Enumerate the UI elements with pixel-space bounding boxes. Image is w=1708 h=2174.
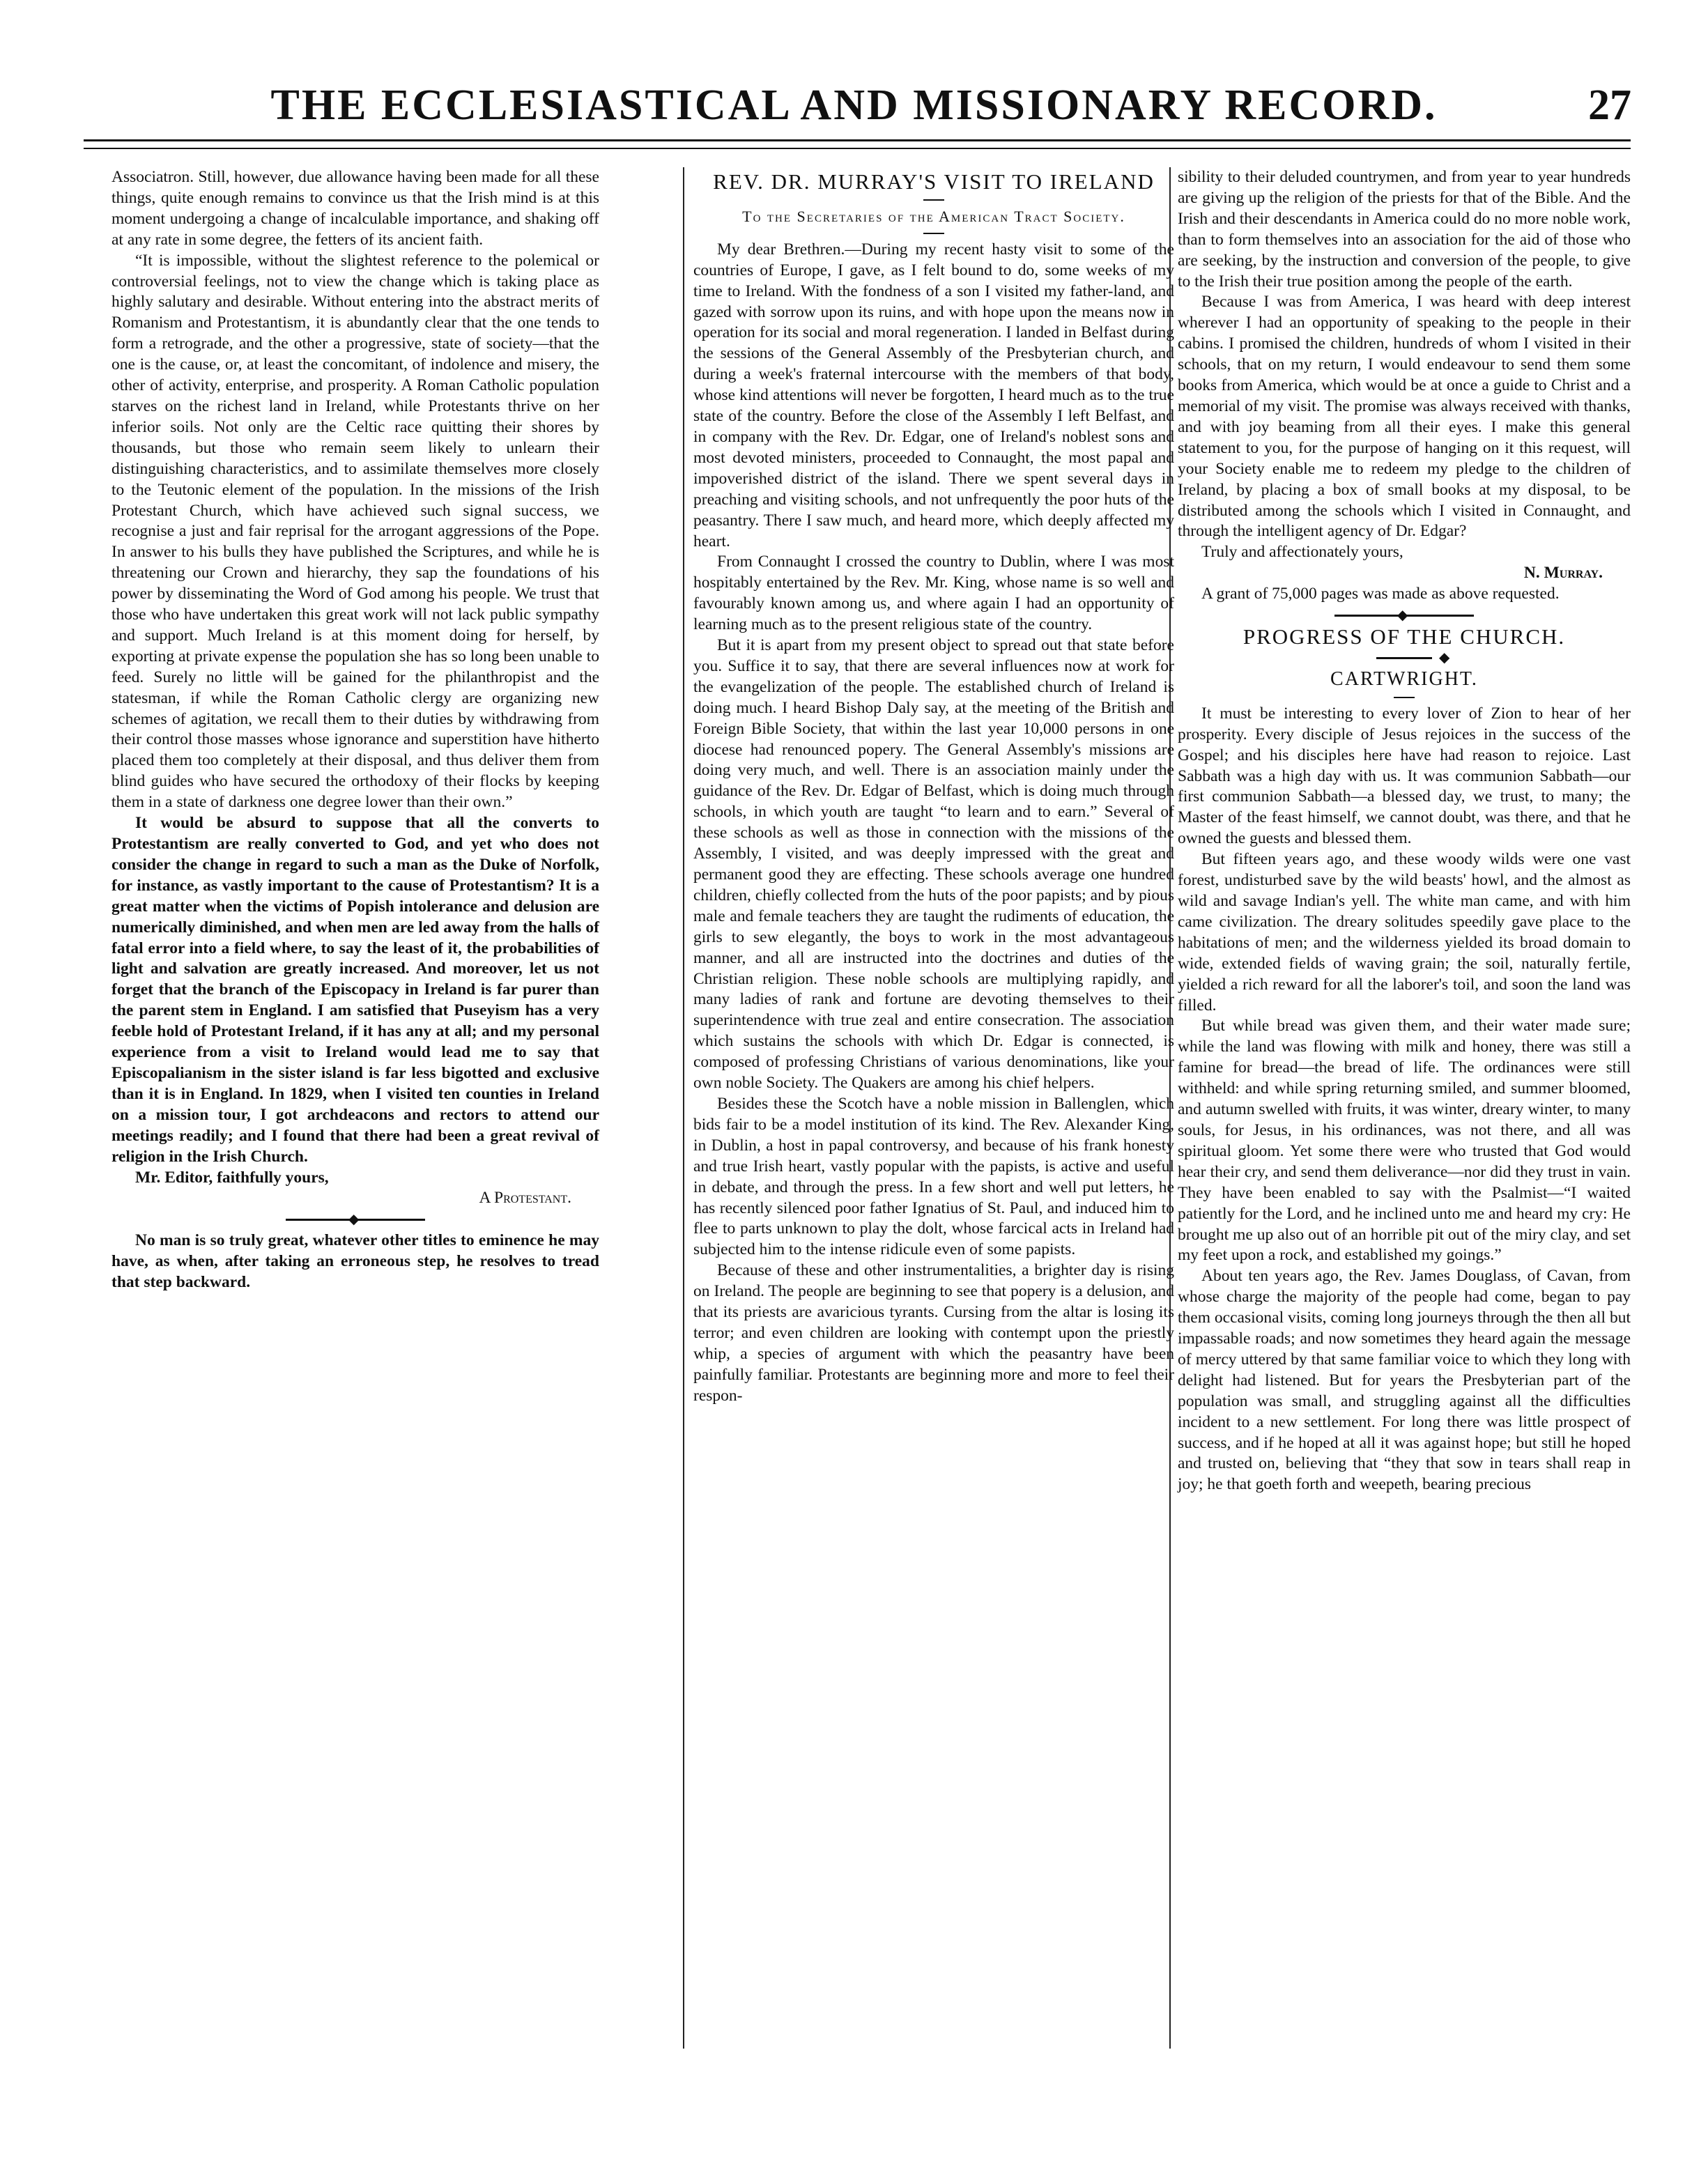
- ornament-divider: [286, 1219, 425, 1221]
- article-heading: REV. DR. MURRAY'S VISIT TO IRELAND: [713, 169, 1155, 194]
- column-divider: [683, 167, 684, 2049]
- grant-note: A grant of 75,000 pages was made as above requested.: [1201, 585, 1560, 603]
- letter-signature: N. Murray.: [1523, 564, 1603, 583]
- header-rule: [84, 139, 1631, 141]
- short-rule: [1394, 697, 1415, 698]
- paragraph: Because I was from America, I was heard with deep interest wherever I had an opportunity of speaking to the people in their cabins. I promised the children, hundreds of whom I visited in their schools, that on my return, I would endeavour to send them some books from America, which would be at once a guide to Christ and a memorial of my visit. The promise was always received with thanks, and with joy beaming from all their eyes. I make this general statement to you, for the purpose of hanging on it this request, will your Society enable me to redeem my pledge to the children of Ireland, by placing a box of small books at my disposal, to be distributed among the schools which I visited in Connaught, and through the intelligent agency of Dr. Edgar?: [1178, 293, 1631, 541]
- paragraph: Associatron. Still, however, due allowance having been made for all these things, quite enough remains to convince us that the Irish mind is at this moment undergoing a change of incalculable importance, and shaking off at any rate in some degree, the fetters of its ancient faith.: [111, 168, 599, 249]
- paragraph: My dear Brethren.—During my recent hasty visit to some of the countries of Europe, I gave, as I felt bound to do, some weeks of my time to Ireland. With the fondness of a son I visited my father-land, and gazed with sorrow upon its ruins, and with hope upon the means now in operation for its social and moral regeneration. I landed in Belfast during the sessions of the General Assembly of the Presbyterian church, and during a week's fraternal intercourse with the members of that body, whose kind attentions will never be forgotten, I heard much as to the true state of the country. Before the close of the Assembly I left Belfast, and in company with the Rev. Dr. Edgar, one of Ireland's noblest sons and most devoted ministers, proceeded to Connaught, the most papal and impoverished district of the island. There we spent several days in preaching and visiting schools, and not unfrequently the poor huts of the peasantry. There I saw much, and heard more, which deeply affected my heart.: [693, 240, 1174, 550]
- paragraph: “It is impossible, without the slightest reference to the polemical or controversial feelings, not to view the change which is taking place as highly salutary and desirable. Without entering into the abstract merits of Romanism and Protestantism, it is abundantly clear that the one tends to form a retrograde, and the other a progressive, state of society—that the one is the cause, or, at least the concomitant, of indolence and misery, the other of activity, enterprise, and prosperity. A Roman Catholic population starves on the richest land in Ireland, while Protestants thrive on her inferior soils. Not only are the Celtic race quitting their shores by thousands, but those who remain seem likely to unlearn their distinguishing characteristics, and to assimilate themselves more closely to the Teutonic element of the population. In the missions of the Irish Protestant Church, which have achieved such signal success, we recognise a just and fair reprisal for the arrogant aggressions of the Pope. In answer to his bulls they have published the Scriptures, and while he is threatening our Crown and hierarchy, they sap the foundations of his power by disseminating the Word of God among his people. We trust that those who have undertaken this great work will not lack public sympathy and support. Much Ireland is at this moment doing for herself, by exporting at private expense the population she has so long been unable to feed. Surely no little will be gained for the philanthropist and the statesman, if while the Roman Catholic clergy are organizing new schemes of agitation, we recall them to their duties by withdrawing from their control those masses whose ignorance and superstition have hitherto placed them too completely at their disposal, and thus deliver them from blind guides who have secured the orthodoxy of their flocks by keeping them in a state of darkness one degree lower than their own.”: [111, 251, 599, 812]
- article-subheading: To the Secretaries of the American Tract Society.: [742, 207, 1125, 225]
- paragraph: But it is apart from my present object to spread out that state before you. Suffice it to say, that there are several influences now at work for the evangelization of the people. The established church of Ireland is doing much. I heard Bishop Daly say, at the meeting of the British and Foreign Bible Society, that within the last year 10,000 persons in one diocese had renounced popery. The General Assembly's missions are doing very much, and well. There is an association mainly under the guidance of the Rev. Dr. Edgar of Belfast, which is doing much through schools, in which youth are taught “to learn and to earn.” Several of these schools as well as those in connection with the missions of the Assembly, I visited, and was deeply impressed with the great and permanent good they are effecting. These schools average one hundred children, chiefly collected from the huts of the poor papists; and by pious male and female teachers they are taught the rudiments of education, the girls to sew elegantly, the boys to work in the most advantageous manner, and all are instructed into the doctrines and duties of the Christian religion. These noble schools are multiplying rapidly, and many ladies of rank and fortune are devoting themselves to their superintendence with true zeal and entire consecration. The association which sustains the schools with which Dr. Edgar is connected, is composed of professing Christians of various denominations, like your own noble Society. The Quakers are among his chief helpers.: [693, 636, 1174, 1093]
- letter-closing: Truly and affectionately yours,: [1201, 543, 1403, 562]
- paragraph: Besides these the Scotch have a noble mission in Ballenglen, which bids fair to be a model institution of its kind. The Rev. Alexander King, in Dublin, a host in papal controversy, and because of his frank honesty and true Irish heart, vastly popular with the papists, is active and useful in debate, and through the press. In a few short and well put letters, he has recently silenced poor father Ignatius of St. Paul, and induced him to flee to parts unknown to play the dolt, whose farcical acts in Ireland had subjected him to the intense ridicule even of some papists.: [693, 1094, 1174, 1259]
- paragraph: But fifteen years ago, and these woody wilds were one vast forest, undisturbed save by the wild beasts' howl, and the almost as wild and savage Indian's yell. The white man came, and with him came civilization. The dreary solitudes speedily gave place to the habitations of men; and the wilderness yielded its broad domain to wide, extended fields of waving grain; the soil, naturally fertile, yielded a rich reward for all the laborer's toil, and soon the land was filled.: [1178, 850, 1631, 1015]
- header-rule-thin: [84, 148, 1631, 149]
- paragraph: From Connaught I crossed the country to Dublin, where I was most hospitably entertained by the Rev. Mr. King, whose name is so well and favourably known among us, and where again I had an opportunity of learning much as to the present religious state of the country.: [693, 553, 1174, 634]
- paragraph: Because of these and other instrumentalities, a brighter day is rising on Ireland. The people are beginning to see that popery is a delusion, and that its priests are avaricious tyrants. Cursing from the altar is losing its terror; and even children are looking with contempt upon the priestly whip, a species of argument with which the peasantry have been painfully familiar. Protestants are beginning more and more to feel their respon-: [693, 1261, 1174, 1405]
- short-rule: [923, 199, 944, 201]
- ornament-divider: [1376, 657, 1432, 659]
- column-left: [111, 167, 599, 1293]
- section-heading: PROGRESS OF THE CHURCH.: [1242, 624, 1566, 649]
- page-header: [0, 77, 1708, 139]
- ornament-divider: [1334, 615, 1474, 617]
- short-rule: [923, 233, 944, 234]
- column-middle: [693, 167, 1174, 1407]
- paragraph: But while bread was given them, and their water made sure; while the land was flowing with milk and honey, there was still a famine for bread—the bread of life. The ordinances were still withheld: and while spring returning smiled, and summer bloomed, and autumn swelled with fruits, it was winter, dreary winter, to many souls, for Jesus, in his ordinances, was not there, and all was spiritual gloom. Yet some there were who trusted that God would hear their cry, and send them deliverance—nor did they trust in vain. They have been enabled to say with the Psalmist—“I waited patiently for the Lord, and he inclined unto me and heard my cry: He brought me up also out of an horrible pit out of the miry clay, and set my feet upon a rock, and established my goings.”: [1178, 1017, 1631, 1265]
- paragraph: sibility to their deluded countrymen, and from year to year hundreds are giving up the religion of the priests for that of the Bible. And the Irish and their descendants in America could do no more noble work, than to form themselves into an association for the aid of those who are seeking, by the instruction and conversion of the people, to give to the Irish their true position among the people of the earth.: [1178, 168, 1631, 291]
- column-right: [1178, 167, 1631, 1495]
- letter-closing: Mr. Editor, faithfully yours,: [135, 1168, 329, 1187]
- paragraph: It would be absurd to suppose that all the converts to Protestantism are really converted to God, and yet who does not consider the change in regard to such a man as the Duke of Norfolk, for instance, as vastly important to the cause of Protestantism? It is a great matter when the victims of Popish intolerance and delusion are numerically diminished, and when men are led away from the halls of fatal error into a field where, to say the least of it, the probabilities of light and salvation are greatly increased. And moreover, let us not forget that the branch of the Episcopacy in Ireland is far purer than the parent stem in England. I am satisfied that Puseyism has a very feeble hold of Protestant Ireland, if it has any at all; and my personal experience from a visit to Ireland would lead me to say that Episcopalianism in the sister island is far less bigotted and exclusive than it is in England. In 1829, when I visited ten counties in Ireland on a mission tour, I got archdeacons and rectors to attend our meetings readily; and I found that there had been a great revival of religion in the Irish Church.: [111, 814, 599, 1166]
- paragraph: About ten years ago, the Rev. James Douglass, of Cavan, from whose charge the majority of the people had come, began to pay them occasional visits, coming long journeys through the then all but impassable roads; and now sometimes they heard again the message of mercy uttered by that same familiar voice to which they long with delight had listened. But for years the Presbyterian part of the population was small, and struggling against all the difficulties incident to a new settlement. For long there was little prospect of success, and if he hoped at all it was against hope; but still he hoped and trusted on, believing that “they that sow in tears shall reap in joy; he that goeth forth and weepeth, bearing precious: [1178, 1267, 1631, 1494]
- letter-signature: A Protestant.: [479, 1189, 571, 1208]
- page-number: 27: [1588, 82, 1631, 129]
- paragraph: It must be interesting to every lover of Zion to hear of her prosperity. Every disciple of Jesus rejoices in the success of the Gospel; and his disciples here have had reason to rejoice. Last Sabbath was a high day with us. It was communion Sabbath—our first communion Sabbath—a blessed day, we trust, to many; the Master of the feast himself, we cannot doubt, was there, and that he owned the guests and blessed them.: [1178, 704, 1631, 848]
- maxim: No man is so truly great, whatever other titles to eminence he may have, as when, after taking an erroneous step, he resolves to tread that step backward.: [111, 1231, 599, 1292]
- section-subheading: CARTWRIGHT.: [1330, 668, 1478, 690]
- running-title: THE ECCLESIASTICAL AND MISSIONARY RECORD.: [270, 82, 1438, 129]
